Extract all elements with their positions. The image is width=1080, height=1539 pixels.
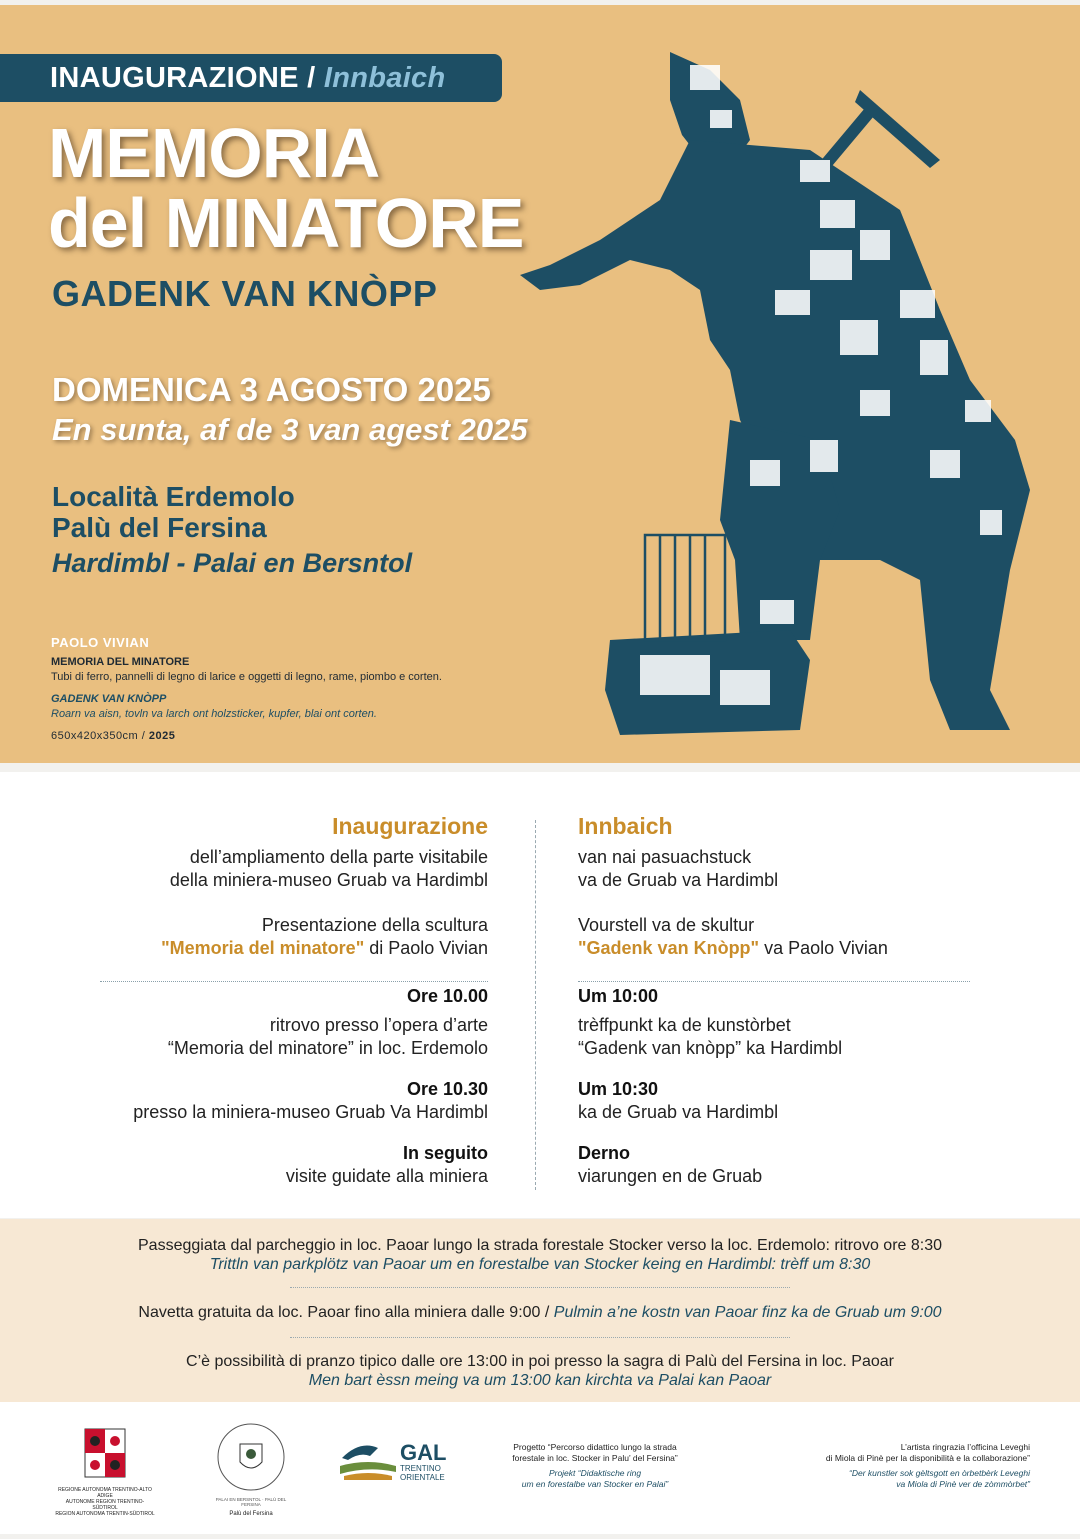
thanks-text: L’artista ringrazia l’officina Leveghi di Miola di Pinè per la disponibilità e la collaborazione” “Der kunstler sok gèltsgott en òrbetbèrk Leveghi va Miola di Pinè ver de zòmmòrbet” bbox=[825, 1442, 1030, 1489]
location-line-1: Località Erdemolo bbox=[52, 481, 295, 512]
poster-banner bbox=[0, 5, 1080, 763]
program-heading-it: Inaugurazione bbox=[332, 813, 488, 839]
coat-of-arms-icon bbox=[84, 1428, 126, 1478]
event-date-de: En sunta, af de 3 van agest 2025 bbox=[52, 412, 528, 447]
location-line-3: Hardimbl - Palai en Bersntol bbox=[52, 548, 413, 578]
miner-statue-illustration bbox=[510, 40, 1070, 750]
inauguration-tag: INAUGURAZIONE / Innbaich bbox=[0, 54, 502, 102]
municipal-crest-icon bbox=[216, 1422, 286, 1492]
location-line-2: Palù del Fersina bbox=[52, 512, 267, 543]
page-title: MEMORIA del MINATORE bbox=[48, 114, 524, 262]
column-divider bbox=[535, 820, 536, 1190]
event-date-it: DOMENICA 3 AGOSTO 2025 bbox=[52, 371, 491, 408]
region-logo: REGIONE AUTONOMA TRENTINO-ALTO ADIGE AUTONOME REGION TRENTINO-SÜDTIROL REGION AUTONOMA TRENTIN-SÜDTIROL bbox=[55, 1428, 155, 1517]
gal-logo: GAL TRENTINO ORIENTALE bbox=[340, 1440, 455, 1490]
gal-mark-icon bbox=[340, 1440, 398, 1482]
divider bbox=[578, 981, 970, 982]
program-german: Innbaich van nai pasuachstuck va de Gruab va Hardimbl Vourstell va de skultur "Gadenk van Knòpp" va Paolo Vivian Um 10:00 trèffpunkt ka de kunstòrbet “Gadenk van knòpp” ka Hardimbl Um 10:30 ka de Gruab va Hardimbl Derno viarungen en de Gruab bbox=[578, 815, 978, 1188]
program-heading-de: Innbaich bbox=[578, 813, 673, 839]
comune-logo: PALAI EN BERSNTOL · PALÙ DEL FERSINA Palù del Fersina bbox=[212, 1422, 290, 1520]
program-italian: Inaugurazione dell’ampliamento della parte visitabile della miniera-museo Gruab va Hardimbl Presentazione della scultura "Memoria del minatore" di Paolo Vivian Ore 10.00 ritrovo presso l’opera d’arte “Memoria del minatore” in loc. Erdemolo Ore 10.30 presso la miniera-museo Gruab Va Hardimbl In seguito visite guidate alla miniera bbox=[58, 815, 488, 1188]
page-subtitle: GADENK VAN KNÒPP bbox=[52, 273, 438, 314]
artwork-credit: PAOLO VIVIAN MEMORIA DEL MINATORE Tubi di ferro, pannelli di legno di larice e oggetti di legno, rame, piombo e corten. GADENK VAN KNÒPP Roarn va aisn, tovln va larch ont holzsticker, kupfer, blai ont corten. 650x420x350cm / 2025 bbox=[51, 635, 442, 742]
sponsor-footer bbox=[0, 1402, 1080, 1534]
divider bbox=[290, 1287, 790, 1288]
practical-info: Passeggiata dal parcheggio in loc. Paoar lungo la strada forestale Stocker verso la loc. Erdemolo: ritrovo ore 8:30 Trittln van parkplötz van Paoar um en forestalbe van Stocker keing en Hardimbl: trèff um 8:30 Navetta gratuita da loc. Paoar fino alla miniera dalle 9:00 / Pulmin a’ne kostn van Paoar finz ka de Gruab um 9:00 C’è possibilità di pranzo tipico dalle ore 13:00 in poi presso la sagra di Palù del Fersina in loc. Paoar Men bart èssn meing va um 13:00 kan kirchta va Palai kan Paoar bbox=[0, 1219, 1080, 1402]
divider bbox=[100, 981, 488, 982]
project-text: Progetto “Percorso didattico lungo la strada forestale in loc. Stocker in Palu’ del Fersina” Projekt “Didaktische ring um en forestalbe van Stocker en Palai” bbox=[512, 1442, 678, 1489]
divider bbox=[290, 1337, 790, 1338]
